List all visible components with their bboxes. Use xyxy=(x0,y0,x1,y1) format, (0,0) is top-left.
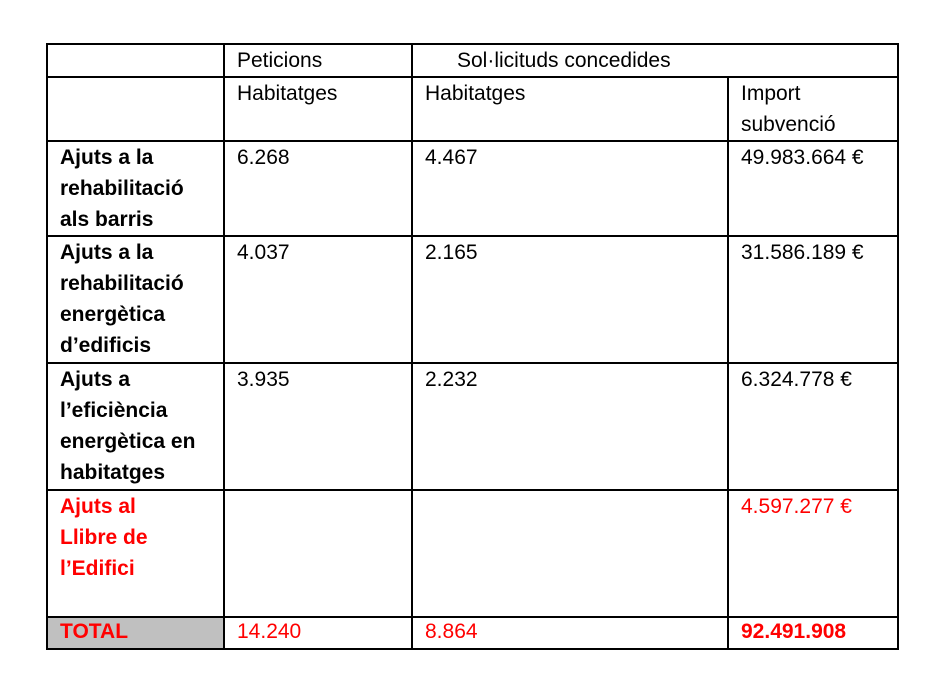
cell-habitatges: 2.165 xyxy=(412,236,728,363)
cell-peticions xyxy=(224,490,412,617)
row-label-line: Ajuts al xyxy=(60,495,136,518)
cell-peticions: 4.037 xyxy=(224,236,412,363)
total-habitatges: 8.864 xyxy=(412,617,728,649)
row-label xyxy=(47,490,224,617)
row-label-line: energètica xyxy=(60,303,166,326)
header-empty-cell xyxy=(47,44,224,77)
cell-habitatges: 2.232 xyxy=(412,363,728,490)
header-empty-cell xyxy=(47,77,224,141)
total-peticions: 14.240 xyxy=(224,617,412,649)
row-label xyxy=(47,236,224,363)
row-label-line: l’eficiència xyxy=(60,399,168,422)
row-label-line: energètica en xyxy=(60,430,196,453)
row-label-line: l’Edifici xyxy=(60,557,135,580)
row-label xyxy=(47,363,224,490)
subheader-habitatges-concedides: Habitatges xyxy=(412,77,728,141)
total-label: TOTAL xyxy=(47,617,224,649)
row-label-line: habitatges xyxy=(60,461,166,484)
subheader-import-line2: subvenció xyxy=(741,113,836,136)
subheader-habitatges-peticions: Habitatges xyxy=(224,77,412,141)
cell-import: 6.324.778 € xyxy=(728,363,898,490)
header-peticions: Peticions xyxy=(224,44,412,77)
cell-habitatges xyxy=(412,490,728,617)
header-concedides: Sol·licituds concedides xyxy=(412,44,898,77)
cell-import: 31.586.189 € xyxy=(728,236,898,363)
row-label-line: rehabilitació xyxy=(60,272,184,295)
table-row xyxy=(47,236,898,363)
cell-habitatges: 4.467 xyxy=(412,141,728,236)
row-label-line: Ajuts a la xyxy=(60,241,154,264)
cell-import: 4.597.277 € xyxy=(728,490,898,617)
table-row xyxy=(47,490,898,617)
cell-import: 49.983.664 € xyxy=(728,141,898,236)
table-row xyxy=(47,363,898,490)
row-label-line: Ajuts a la xyxy=(60,146,154,169)
row-label-line: d’edificis xyxy=(60,334,152,357)
table-row xyxy=(47,141,898,236)
row-label xyxy=(47,141,224,236)
total-import: 92.491.908 xyxy=(728,617,898,649)
subsidy-table xyxy=(46,43,899,650)
header-row-1 xyxy=(47,44,898,77)
row-label-line: Llibre de xyxy=(60,526,148,549)
cell-peticions: 3.935 xyxy=(224,363,412,490)
header-row-2 xyxy=(47,77,898,141)
total-row xyxy=(47,617,898,649)
subheader-import-line1: Import xyxy=(741,82,801,105)
row-label-line: als barris xyxy=(60,208,154,231)
row-label-line: Ajuts a xyxy=(60,368,131,391)
subheader-import xyxy=(728,77,898,141)
row-label-line: rehabilitació xyxy=(60,177,184,200)
cell-peticions: 6.268 xyxy=(224,141,412,236)
